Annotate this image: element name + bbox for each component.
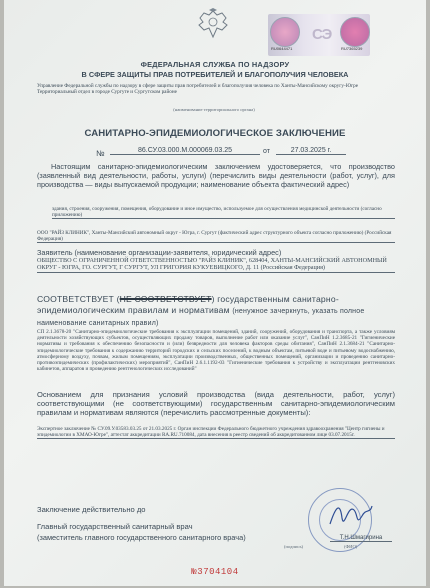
serial-number: №3704104 [191,567,239,577]
certificate-document [4,0,426,586]
conformity-statement [37,294,395,330]
signature-caption: (подпись) [284,544,304,549]
number-label: № [96,149,105,158]
applicant-label: Заявитель (наименование организации-заявителя, юридический адрес) [37,248,282,257]
directorate-caption: (наименование территориального органа) [173,107,255,112]
activity-description: здания, строения, сооружения, помещения, оборудование и иное имущество, используемое для осуществления медицинской деятельности (согласно приложению) [52,206,395,219]
signer-title: Главный государственный санитарный врач [37,522,193,531]
expert-conclusion: Экспертное заключение № СУ.09.У.03583.03.25 от 21.03.2025 г. Орган инспекции Федерального бюджетного учреждения здравоохранения "Центр гигиены и эпидемиологии в ХМАО-Югре", аттестат аккредитации RA.RU.710084, дата внесения в реестр сведений об аккредитованном лице 03.07.2015г. [37,426,395,439]
conformity-struck-option: НЕ СООТВЕТСТВУЕТ [119,294,212,304]
conformity-note: (ненужное зачеркнуть, указать полное наименование санитарных правил) [37,307,365,327]
conformity-suffix: ) государственным санитарно-эпидемиологическим правилам и нормативам [37,294,339,315]
applicant-details: ОБЩЕСТВО С ОГРАНИЧЕННОЙ ОТВЕТСТВЕННОСТЬЮ "РАЙЗ КЛИНИК", 628404, ХАНТЫ-МАНСИЙСКИЙ АВТОНОМНЫЙ ОКРУГ - ЮГРА, ГО. СУРГУТ, Г СУРГУТ, УЛ ГРИГОРИЯ КУКУЕВИЦКОГО, Д. 11 (Российская Федерация) [37,257,395,273]
certificate-number: 86.СУ.03.000.М.000069.03.25 [110,147,260,155]
signature [326,496,376,536]
se-logo: СЭ [312,26,332,43]
validity-label: Заключение действительно до [37,505,146,514]
organization-line: ООО "РАЙЗ КЛИНИК", Ханты-Мансийский автономный округ - Югра, г. Сургут (фактический адрес структурного объекта согласно приложению) (Российская Федерация) [37,230,395,243]
hologram-left-code: RU0644471 [271,46,293,51]
conformity-prefix: СООТВЕТСТВУЕТ ( [37,294,120,304]
signer-name: Т.Н.Шмагирина [330,535,392,542]
hologram-right-code: RU7365239 [341,46,363,51]
hologram-sticker [268,14,370,56]
hologram-seal-right [340,17,370,47]
date-label: от [263,148,270,155]
agency-name-line2: В СФЕРЕ ЗАЩИТЫ ПРАВ ПОТРЕБИТЕЛЕЙ И БЛАГОПОЛУЧИЯ ЧЕЛОВЕКА [81,70,349,79]
document-title: САНИТАРНО-ЭПИДЕМИОЛОГИЧЕСКОЕ ЗАКЛЮЧЕНИЕ [84,128,346,139]
certificate-date: 27.03.2025 г. [276,147,346,155]
agency-name-line1: ФЕДЕРАЛЬНАЯ СЛУЖБА ПО НАДЗОРУ [140,60,290,69]
hologram-seal-left [270,17,300,47]
signer-title-deputy: (заместитель главного государственного санитарного врача) [37,533,246,542]
signer-name-caption: (ФИО) [344,544,358,549]
basis-statement: Основанием для признания условий производства (вида деятельности, работ, услуг) соответствующими (не соответствующими) государственным санитарно-эпидемиологическим правилам и нормативам являются (перечислить рассмотренные документы): [37,390,395,417]
directorate-text: Управление Федеральной службы по надзору в сфере защиты прав потребителей и благополучия человека по Ханты-Мансийскому округу-Югре Территориальный отдел в городе Сургуте и Сургутском районе [37,83,359,96]
sanitary-rules-text: СП 2.1.3678-20 "Санитарно-эпидемиологические требования к эксплуатации помещений, зданий, сооружений, оборудования и транспорта, а также условиям деятельности хозяйствующих субъектов, осуществляющих продажу товаров, выполнение работ или оказание услуг", СанПиН 1.2.3685-21 "Гигиенические нормативы и требования к обеспечению безопасности и (или) безвредности для человека факторов среды обитания", СанПиН 2.1.3684-21 "Санитарно-эпидемиологические требования к содержанию территорий городских и сельских поселений, к водным объектам, питьевой воде и питьевому водоснабжению, атмосферному воздуху, почвам, жилым помещениям, эксплуатации производственных, общественных помещений, организации и проведению санитарно-противоэпидемических (профилактических) мероприятий", СанПиН 2.6.1.1192-03 "Гигиенические требования к устройству и эксплуатации рентгеновских кабинетов, аппаратов и проведению рентгенологических исследований" [37,329,395,373]
certification-statement: Настоящим санитарно-эпидемиологическим заключением удостоверяется, что производство (заявленный вид деятельности, работы, услуги) (перечислить виды деятельности (работ, услуг), для производства — виды выпускаемой продукции; наименование объекта фактический адрес) [37,162,395,189]
coat-of-arms-emblem [195,8,231,42]
